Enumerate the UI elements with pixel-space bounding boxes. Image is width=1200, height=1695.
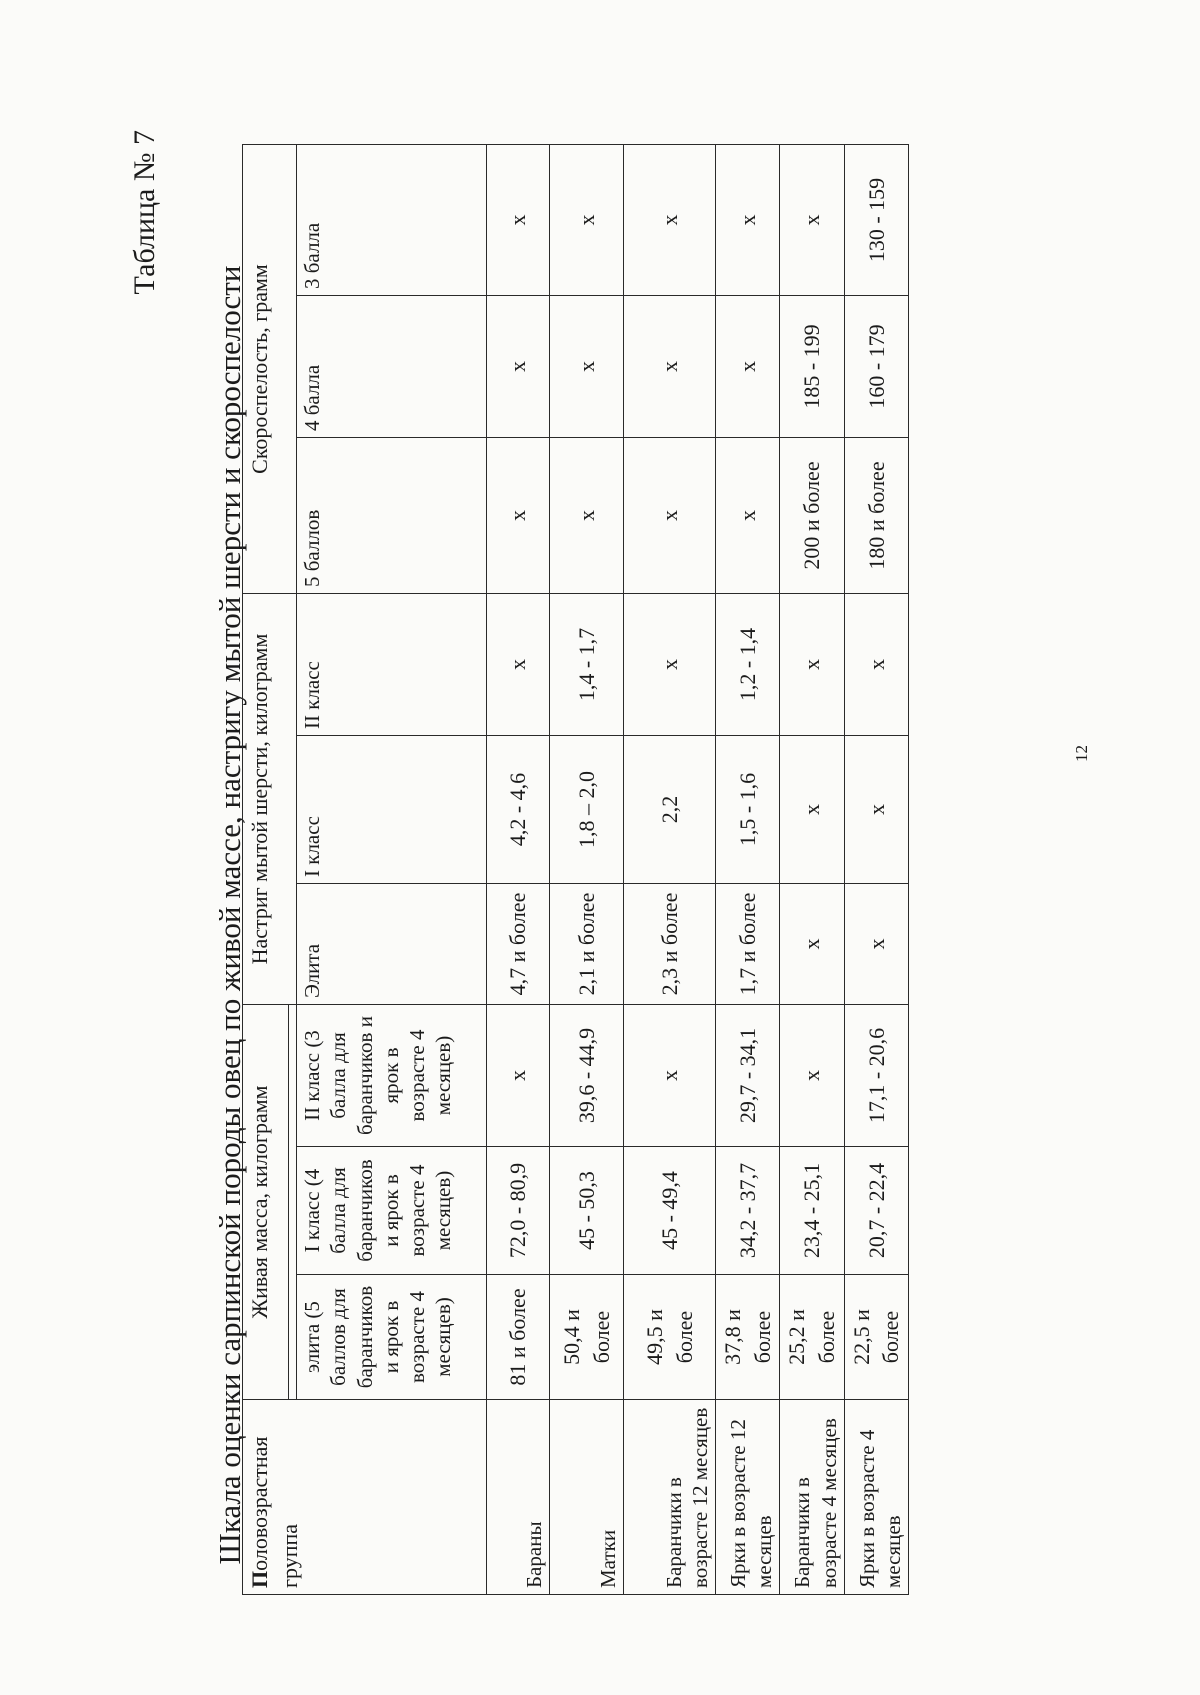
cell-lw-class2: х <box>487 1005 550 1147</box>
cell-prec-5: х <box>550 438 624 594</box>
cell-lw-class1: 20,7 - 22,4 <box>844 1147 908 1275</box>
cell-wool-class1: 1,8 – 2,0 <box>550 736 624 884</box>
cell-lw-class2: 17,1 - 20,6 <box>844 1005 908 1147</box>
cell-wool-class1: 2,2 <box>624 736 716 884</box>
cell-lw-elite: 22,5 и более <box>844 1275 908 1400</box>
header-wool-class1: I класс <box>297 736 487 884</box>
table-row <box>624 144 716 1594</box>
cell-lw-class1: 23,4 - 25,1 <box>780 1147 844 1275</box>
cell-group: Баранчики в возрасте 4 месяцев <box>780 1400 844 1595</box>
cell-group: Матки <box>550 1400 624 1595</box>
header-group-rest: оловозрастная группа <box>247 1436 302 1588</box>
cell-wool-elite: х <box>844 884 908 1005</box>
cell-wool-class2: 1,2 - 1,4 <box>716 594 780 736</box>
cell-wool-class1: х <box>844 736 908 884</box>
cell-wool-class2: х <box>487 594 550 736</box>
cell-group: Ярки в возрасте 4 месяцев <box>844 1400 908 1595</box>
cell-prec-4: х <box>624 296 716 438</box>
document-title: Шкала оценки сарпинской породы овец по живой массе, настригу мытой шерсти и скороспелости <box>212 265 247 1565</box>
cell-lw-class1: 45 - 49,4 <box>624 1147 716 1275</box>
table-row <box>550 144 624 1594</box>
cell-prec-4: 160 - 179 <box>844 296 908 438</box>
cell-prec-3: х <box>716 144 780 295</box>
cell-prec-4: х <box>550 296 624 438</box>
cell-wool-class1: х <box>780 736 844 884</box>
cell-wool-class1: 4,2 - 4,6 <box>487 736 550 884</box>
cell-wool-elite: 2,3 и более <box>624 884 716 1005</box>
cell-lw-class1: 45 - 50,3 <box>550 1147 624 1275</box>
cell-wool-elite: 2,1 и более <box>550 884 624 1005</box>
cell-group: Бараны <box>487 1400 550 1595</box>
cell-wool-elite: х <box>780 884 844 1005</box>
cell-prec-5: х <box>487 438 550 594</box>
cell-prec-4: 185 - 199 <box>780 296 844 438</box>
page-number: 12 <box>1072 745 1091 762</box>
cell-prec-4: х <box>487 296 550 438</box>
cell-wool-elite: 1,7 и более <box>716 884 780 1005</box>
cell-lw-elite: 25,2 и более <box>780 1275 844 1400</box>
table-row <box>780 144 844 1594</box>
cell-wool-class1: 1,5 - 1,6 <box>716 736 780 884</box>
header-group-cap: П <box>247 1570 272 1588</box>
table-row <box>487 144 550 1594</box>
cell-lw-class2: х <box>780 1005 844 1147</box>
cell-prec-5: 180 и более <box>844 438 908 594</box>
cell-prec-3: х <box>624 144 716 295</box>
header-precocity: Скороспелость, грамм <box>243 144 297 593</box>
cell-wool-elite: 4,7 и более <box>487 884 550 1005</box>
cell-prec-5: 200 и более <box>780 438 844 594</box>
cell-prec-5: х <box>624 438 716 594</box>
cell-prec-3: х <box>780 144 844 295</box>
table-row <box>716 144 780 1594</box>
header-wool: Настриг мытой шерсти, килограмм <box>243 594 297 1005</box>
header-wool-class2: II класс <box>297 594 487 736</box>
table-number: Таблица № 7 <box>128 130 161 295</box>
header-prec-5: 5 баллов <box>297 438 487 594</box>
cell-lw-class1: 72,0 - 80,9 <box>487 1147 550 1275</box>
header-lw-class1: I класс (4 балла для баранчиков и ярок в возрасте 4 месяцев) <box>297 1147 487 1275</box>
table-row <box>844 144 908 1594</box>
cell-wool-class2: 1,4 - 1,7 <box>550 594 624 736</box>
header-live-weight: Живая масса, килограмм <box>243 1005 289 1400</box>
cell-prec-3: х <box>550 144 624 295</box>
cell-prec-3: 130 - 159 <box>844 144 908 295</box>
cell-prec-3: х <box>487 144 550 295</box>
header-group <box>243 1400 487 1595</box>
cell-wool-class2: х <box>780 594 844 736</box>
header-prec-3: 3 балла <box>297 144 487 295</box>
cell-lw-elite: 37,8 и более <box>716 1275 780 1400</box>
cell-group: Баранчики в возрасте 12 месяцев <box>624 1400 716 1595</box>
header-wool-elite: Элита <box>297 884 487 1005</box>
cell-lw-class1: 34,2 - 37,7 <box>716 1147 780 1275</box>
cell-lw-class2: 29,7 - 34,1 <box>716 1005 780 1147</box>
cell-group: Ярки в возрасте 12 месяцев <box>716 1400 780 1595</box>
header-prec-4: 4 балла <box>297 296 487 438</box>
cell-lw-class2: 39,6 - 44,9 <box>550 1005 624 1147</box>
cell-wool-class2: х <box>844 594 908 736</box>
assessment-table <box>242 144 909 1595</box>
cell-prec-4: х <box>716 296 780 438</box>
cell-lw-elite: 81 и более <box>487 1275 550 1400</box>
header-lw-elite: элита (5 баллов для баранчиков и ярок в возрасте 4 месяцев) <box>297 1275 487 1400</box>
cell-wool-class2: х <box>624 594 716 736</box>
cell-prec-5: х <box>716 438 780 594</box>
header-lw-class2: II класс (3 балла для баранчиков и ярок в возрасте 4 месяцев) <box>297 1005 487 1147</box>
cell-lw-class2: х <box>624 1005 716 1147</box>
cell-lw-elite: 50,4 и более <box>550 1275 624 1400</box>
cell-lw-elite: 49,5 и более <box>624 1275 716 1400</box>
